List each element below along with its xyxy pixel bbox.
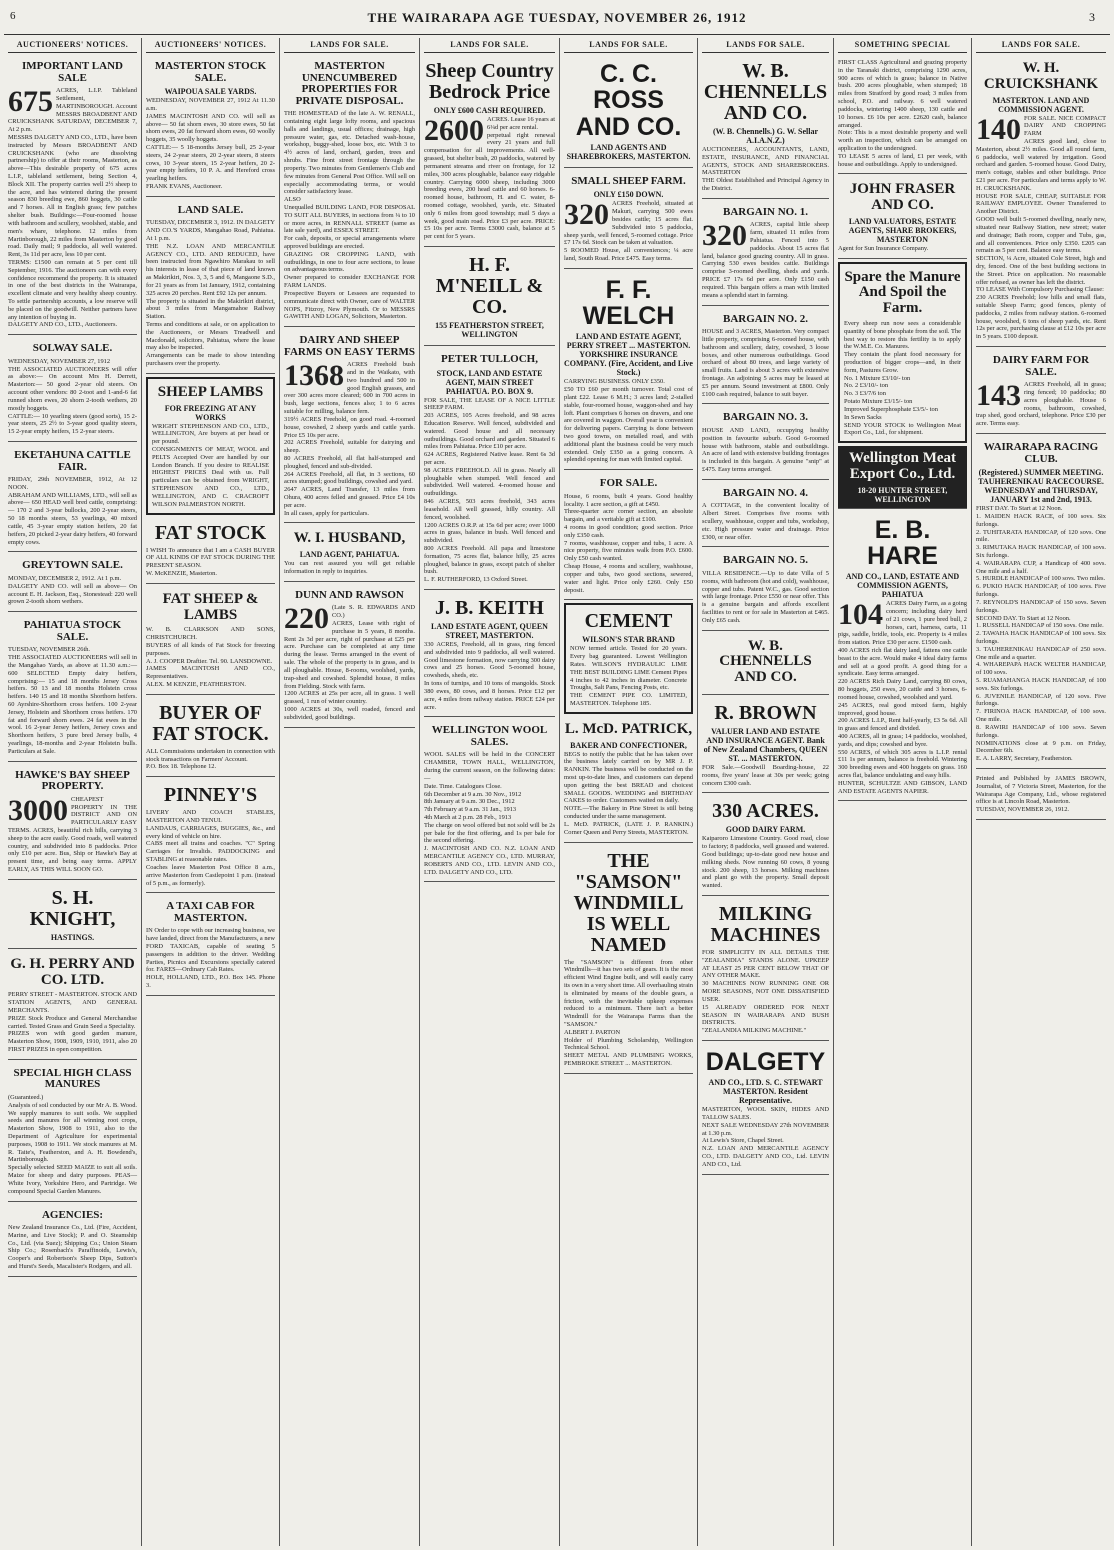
ad-body	[424, 641, 555, 711]
advertisement	[702, 550, 829, 630]
ad-title: SPECIAL HIGH CLASS MANURES	[13, 1066, 132, 1091]
ad-body-text: WEDNESDAY, NOVEMBER 27, 1912 At 11.30 a.m. JAMES MACINTOSH AND CO. will sell as above— 50 fat shorn ewes, 30 store ewes, 50 fat shorn ewes, 20 fat forward shorn ewes, 60 woolly hoggets, 35 woolly hoggets. CATTLE:— 5 18-months Jersey bull, 25 2-year steers, 24 2-year steers, 20 2-year steers, 8 steers cows, 10 3-year steers, 15 2-year heifers, 20 2-year empty heifers, 10 P. A. and Hereford cross yearling heifers. FRANK EVANS, Auctioneer.	[146, 97, 275, 191]
ad-body-text: PERRY STREET - MASTERTON. STOCK AND STATION AGENTS, AND GENERAL MERCHANTS. PRIZE Stock Produce and General Merchandise carried. Tested Grass and Grain Seed a Speciality. PRIZES won with good garden manure, Masterton Show, 1908, 1909, 1910, 1911, also 20 FIRST PRIZES in open competition.	[8, 991, 137, 1054]
ad-body	[702, 1106, 829, 1169]
ad-title: BUYER OF FAT STOCK.	[152, 701, 269, 745]
ad-body	[146, 927, 275, 990]
ad-body-text: CHEAPEST PROPERTY IN THE DISTRICT AND ON PARTICULARLY EASY TERMS. ACRES, beautiful rich hills, carrying 3 sheep to the acre easily. Good roads, well watered country, and subdivided into 8 paddocks. Price only £10 per acre. Bus, Ship or Hawke's Bay at present time, and being easy terms. APPLY EARLY, AS THIS WILL SOON GO.	[8, 795, 137, 874]
advertisement	[146, 377, 275, 515]
ad-subtitle: (W. B. Chennells.) G. W. Sellar A.I.A.N.Z.)	[712, 127, 819, 145]
page-number-right: 3	[1089, 10, 1096, 24]
ad-subtitle: GOOD DAIRY FARM.	[725, 825, 806, 835]
ad-subtitle: WAIPOUA SALE YARDS.	[164, 87, 257, 97]
ad-body	[146, 809, 275, 887]
ad-subtitle: 18-20 HUNTER STREET, WELLINGTON	[857, 485, 948, 504]
ad-title: PAHIATUA STOCK SALE.	[23, 619, 122, 643]
ad-title: DALGETY	[705, 1047, 826, 1076]
ad-large-numeral: 320	[564, 198, 609, 232]
ad-subtitle: 155 FEATHERSTON STREET, WELLINGTON	[435, 321, 544, 339]
ad-title: Spare the Manure And Spoil the Farm.	[844, 268, 961, 317]
advertisement	[8, 1205, 137, 1277]
ad-body-text: HOUSE and 3 ACRES, Masterton. Very compact little property, comprising 6-roomed house, with bathroom and scullery, dairy, cowshed, 3 loose boxes, and other numerous outbuildings. Good orchard of about 80 trees, and large variety of small fruits. Land is about 3 acres with extensive frontage. An adjoining 5 acres may be leased at £5 per annum. Sound investment at £800. Only £100 cash required, balance to suit buyer.	[702, 328, 829, 398]
newspaper-title: THE WAIRARAPA AGE TUESDAY, NOVEMBER 26, 1912	[367, 10, 747, 25]
ad-body-text: I WISH To announce that I am a CASH BUYER OF ALL KINDS OF FAT STOCK DURING THE PRESENT SEASON. W. McKENZIE, Masterton.	[146, 546, 275, 577]
ad-large-numeral: 1368	[284, 359, 344, 393]
advertisement	[702, 483, 829, 548]
ad-title: DAIRY AND SHEEP FARMS ON EASY TERMS	[284, 334, 415, 358]
ad-body	[564, 200, 693, 263]
ad-title: FAT STOCK	[154, 521, 267, 544]
ad-title: DUNN AND RAWSON	[295, 588, 404, 601]
advertisement	[702, 1044, 829, 1175]
ad-body-text: WRIGHT STEPHENSON AND CO., LTD., WELLINGTON, Are buyers at per head or per pound. CONSIGNMENTS OF MEAT, WOOL and PELTS Accepted Over are handled by our London Branch. If you desire to REALISE HIGHEST PRICES Deal with us. Full particulars can be obtained from WRIGHT, STEPHENSON AND CO., LTD., WELLINGTON, AND C. CRACROFT WILSON PALMERSTON NORTH.	[152, 422, 269, 508]
ad-subtitle: AND CO., LAND, ESTATE AND COMMISSION AGENTS, PAHIATUA	[845, 572, 960, 600]
ad-subtitle: (Registered.) SUMMER MEETING. TAUHERENIKAU RACECOURSE. WEDNESDAY and THURSDAY, JANUARY 1st and 2nd, 1913.	[978, 468, 1104, 505]
column-heading: LANDS FOR SALE.	[702, 38, 829, 53]
ad-body-text: 330 ACRES, Freehold, all in grass, ring fenced and subdivided into 9 paddocks, all well watered. Good limestone formation, now carrying 300 dairy cows and 25 horses. Good 5-roomed house, cowsheds, sheds, etc. In tons of turnips, and 10 tons of mangolds. Stock 380 ewes, 80 cows, and 8 horses. Price £12 per acre, 4 miles from railway station. PRICE £24 per acre.	[424, 641, 555, 711]
advertisement	[702, 899, 829, 1041]
ad-title: WAIRARAPA RACING CLUB.	[983, 441, 1099, 465]
advertisement	[284, 585, 415, 728]
column-area	[4, 38, 1110, 1546]
advertisement	[8, 1063, 137, 1202]
ad-title: MASTERTON UNENCUMBERED PROPERTIES FOR PRIVATE DISPOSAL.	[295, 60, 404, 107]
ad-body	[570, 645, 687, 708]
ad-subtitle: LAND ESTATE AGENT, QUEEN STREET, MASTERTON.	[431, 622, 548, 641]
ad-body-text: ACRES, L.I.P. Tableland Settlement, MARTINBOROUGH. Account MESSRS BROADBENT AND CRUICKSHANK SATURDAY, DECEMBER 7, At 2 p.m. MESSRS DALGETY AND CO., LTD., have been instructed by Messrs BROADBENT AND CRUICKSHANK (who are dissolving partnership) to offer at their rooms, Masterton, as above—This desirable property of 675 acres L.I.P., tableland settlement, being Section 4, Block XII. The property carries well 2½ sheep to the acre, and has wintered during the present season 830 breeding ewe, 860 hoggets, 30 cattle and 7 horses. All in English grass; few patches shelter bush. Buildings:—Four-roomed house with bathroom and scullery, woolshed, stable, and men's whare, telephone. 12 miles from Martinborough, 22 miles from Masterton by good road. Daily mail; 9 paddocks, all well watered. Rent, 3s 11d per acre, less 10 per cent. TERMS: £1500 can remain at 5 per cent till September, 1916. The auctioneers can with every confidence recommend the property. It is situated in one of the best districts in the Wairarapa, excellent climate and very healthy sheep country. To settle partnership accounts, a low reserve will be placed on the goodwill. Neither partners have any intention of buying in. DALGETY AND CO., LTD., Auctioneers.	[8, 87, 137, 329]
ad-body-text: NOW termed article. Tested for 20 years. Every bag guaranteed. Lowest Wellington Rates. WILSON'S HYDRAULIC LIME THE BEST BUILDING LIME Cement Pipes 4 inches to 42 inches in diameter. Concrete Troughs, Salt Pans, Fencing Posts, etc. THE CEMENT PIPE CO. LIMITED, MASTERTON. Telephone 185.	[570, 645, 687, 708]
ad-body	[702, 146, 829, 193]
column-3	[280, 38, 420, 1546]
ad-title: BARGAIN NO. 5.	[723, 554, 808, 567]
ad-title: FAT SHEEP & LAMBS	[162, 590, 259, 623]
ad-body-text: W. B. CLARKSON AND SONS, CHRISTCHURCH. BUYERS of all kinds of Fat Stock for freezing purposes. A. J. COOPER Draftier. Tel. 90. LANSDOWNE. JAMES MACINTOSH AND CO., Representatives. ALEX. M KENZIE, FEATHERSTON.	[146, 626, 275, 688]
advertisement	[146, 56, 275, 197]
advertisement	[284, 330, 415, 523]
ad-body	[8, 1094, 137, 1196]
ad-body	[564, 378, 693, 464]
ad-large-numeral: 320	[702, 219, 747, 253]
ad-title: CEMENT	[584, 610, 673, 633]
ad-body	[702, 764, 829, 787]
advertisement	[564, 603, 693, 714]
ad-body	[976, 775, 1106, 814]
ad-title: R. BROWN	[714, 701, 817, 724]
ad-body-text: MASTERTON, WOOL SKIN, HIDES AND TALLOW SALES. NEXT SALE WEDNESDAY 27th NOVEMBER at 1.30 p.m. At Lewis's Store, Chapel Street. N.Z. LOAN AND MERCANTILE AGENCY CO., LTD. DALGETY AND CO., Ltd. LEVIN AND CO., Ltd.	[702, 1106, 829, 1168]
ad-body	[838, 245, 967, 253]
column-4	[420, 38, 560, 1546]
advertisement	[838, 56, 967, 174]
ad-title: Sheep Country Bedrock Price	[425, 60, 554, 103]
ad-body	[146, 219, 275, 367]
ad-subtitle: AND CO., LTD. S. C. STEWART MASTERTON. Resident Representative.	[708, 1078, 823, 1106]
ad-title: SOLWAY SALE.	[32, 342, 113, 355]
ad-body-text: FOR SALE, THE LEASE OF A NICE LITTLE SHEEP FARM. 203 ACRES, 105 Acres freehold, and 98 acres Education Reserve. Well fenced, subdivided and watered. Good house and all necessary outbuildings. Good orchard and garden. Situated 6 miles from Pahiatua. Price £10 per acre. 624 ACRES, Registered Native lease. Rent 6s 3d per acre. 98 ACRES FREEHOLD. All in grass. Nearly all ploughable when stumped. Well fenced and subdivided. Well watered. 4-roomed house and outbuildings. 846 ACRES, 503 acres freehold, 343 acres leasehold. All well grassed, hilly country. All fenced, woolshed. 1200 ACRES O.R.P. at 15s 6d per acre; over 1000 acres in grass, balance in bush. Well fenced and subdivided. 800 ACRES Freehold. All papa and limestone formation, 75 acres flat, balance hilly, 25 acres ploughed, balance in grass, except patch of shelter bush. L. F. RUTHERFORD, 13 Oxford Street.	[424, 396, 555, 584]
ad-body	[152, 423, 269, 509]
ad-body-text: A COTTAGE, in the convenient locality of Albert Street. Comprises five rooms with scullery, washhouse, copper and tubs, workshop, etc. High pressure water and drainage. Price £300, or near offer.	[702, 502, 829, 541]
ad-title: DAIRY FARM FOR SALE.	[992, 354, 1090, 378]
column-6	[698, 38, 834, 1546]
ad-large-numeral: 675	[8, 85, 53, 119]
column-heading: AUCTIONEERS' NOTICES.	[146, 38, 275, 53]
ad-body	[146, 547, 275, 578]
ad-large-numeral: 104	[838, 598, 883, 632]
advertisement	[702, 796, 829, 896]
ad-body	[8, 1224, 137, 1271]
ad-body	[8, 793, 137, 874]
ad-title: THE "SAMSON" WINDMILL IS WELL NAMED	[573, 849, 684, 956]
ad-title: L. McD. PATRICK,	[564, 720, 693, 737]
ad-body-text: TUESDAY, DECEMBER 3, 1912. IN DALGETY AND CO.'S YARDS, Mangahao Road, Pahiatua. At 1 p.m. THE N.Z. LOAN AND MERCANTILE AGENCY CO., LTD. AND REDUCED, have been instructed from Ngawhiro Marakau to sell his interests in lease of that piece of land known as Makirikiri, Nos. 3, 3, 5 and 6, Mangaone S.D., for 21 years as from 1st January, 1912, containing 325 acres 20 perches. Rent £92 12s per annum. The property is situated in the Makirikiri district, about 3 miles from Mangamahoe Railway Station. Terms and conditions at sale, or on application to the Auctioneers, or Messrs Treadwell and Macdonald, solicitors, Pahiatua, where the lease may also be inspected. Arrangements can be made to show intending purchasers over the property.	[146, 219, 275, 368]
ad-title: F. F. WELCH	[582, 275, 675, 331]
ad-subtitle: VALUER LAND AND ESTATE AND INSURANCE AGENT. Bank of New Zealand Chambers, QUEEN ST. ... MASTERTON.	[703, 726, 828, 763]
ad-subtitle: MASTERTON. LAND AND COMMISSION AGENT.	[992, 95, 1090, 114]
advertisement	[8, 338, 137, 442]
ad-body	[702, 328, 829, 398]
ad-body-text: VILLA RESIDENCE.—Up to date Villa of 5 rooms, with bathroom (hot and cold), washhouse, copper and tubs. Patent W.C., gas. Good section with large frontage. Price £550 or near offer. This is a genuine bargain and affords excellent facilities to rent or for sale in Masterton at £465. Only £65 cash.	[702, 569, 829, 624]
ad-title: LAND SALE.	[177, 203, 244, 216]
ad-body-text: MONDAY, DECEMBER 2, 1912. At 1 p.m. DALGETY AND CO. will sell as above— On account E. H. Jackson, Esq., Stonestead: 220 well grown 2-tooth shorn wethers.	[8, 574, 137, 606]
ad-title: SHEEP LAMBS	[157, 383, 264, 400]
ad-large-numeral: 2600	[424, 114, 484, 147]
ad-subtitle: WILSON'S STAR BRAND	[582, 635, 675, 645]
ad-large-numeral: 3000	[8, 793, 68, 827]
ad-body	[702, 502, 829, 541]
ad-body-text: The "SAMSON" is different from other Windmills—it has two sets of gears. It is the most efficient Wind Engine built, and will easily carry its own in a very short time. All overhauling strain is eliminated by means of the double gears, a friction, with the inevitable upkeep expenses reduced to a minimum. There isn't a better Windmill for the Wairarapa Farms than the "SAMSON." ALBERT J. PARTON Holder of Plumbing Scholarship, Wellington Technical School. SHEET METAL AND PLUMBING WORKS, PEMBROKE STREET ... MASTERTON.	[564, 958, 693, 1068]
advertisement	[838, 446, 967, 509]
ad-subtitle: HASTINGS.	[50, 932, 95, 942]
advertisement	[424, 720, 555, 882]
advertisement	[146, 780, 275, 893]
ad-body	[8, 991, 137, 1054]
advertisement	[564, 717, 693, 843]
ad-title: BARGAIN NO. 4.	[723, 486, 808, 499]
column-heading: AUCTIONEERS' NOTICES.	[8, 38, 137, 53]
ad-body	[284, 361, 415, 517]
ad-body	[838, 59, 967, 168]
ad-title: SMALL SHEEP FARM.	[571, 174, 686, 187]
ad-body-text: New Zealand Insurance Co., Ltd. (Fire, Accident, Marine, and Live Stock); P. and O. Steamship Co., Ltd. (via Suez); Shipping Co.; Union Steam Ship Co.; Rosenbach's Paraffinoids, Lewis's, Cooper's and Robertson's Sheep Dips, Sutton's and Hurst's Seeds, Macalister's Rodgers, and all.	[8, 1224, 137, 1271]
advertisement	[564, 171, 693, 269]
ad-body-text: ACRES, capital little sheep farm, situated 11 miles from Pahiatua. Fenced into 5 paddocks. About 15 acres flat land, balance good grazing country. All in grass. Carrying 530 ewes besides cattle. Buildings comprise 3-roomed dwelling, sheds and yards. PRICE £7 17s 6d per acre. Only £150 cash required. This bargain offers a man with limited means a splendid start in farming.	[702, 221, 829, 299]
ad-body	[976, 505, 1106, 763]
advertisement	[564, 473, 693, 600]
ad-title: BARGAIN NO. 3.	[723, 411, 808, 424]
advertisement	[702, 56, 829, 199]
ad-subtitle: LAND VALUATORS, ESTATE AGENTS, SHARE BROKERS, MASTERTON	[848, 216, 957, 244]
ad-body	[702, 949, 829, 1035]
ad-body-text: FOR SIMPLICITY IN ALL DETAILS THE "ZEALANDIA" STANDS ALONE. UPKEEP AT LEAST 25 PER CENT BELOW THAT OF ANY OTHER MAKE. 30 MACHINES NOW RUNNING ONE OR MORE SEASONS, NOT ONE DISSATISFIED USER. 15 ALREADY ORDERED FOR NEXT SEASON IN WAIRARAPA AND BUSH DISTRICTS. "ZEALANDIA MILKING MACHINE."	[702, 949, 829, 1035]
advertisement	[8, 883, 137, 949]
ad-body-text: ACRES Freehold, situated at Makuri, carrying 500 ewes besides cattle; 15 acres flat. Subdivided into 5 paddocks, sheep yards, well fenced, 5-roomed cottage. Price £7 17s 6d. Stock can be taken at valuation. 5 ROOMED House, all conveniences; ¼ acre land, South Road. Price £475. Easy terms.	[564, 200, 693, 262]
advertisement	[8, 952, 137, 1060]
advertisement	[702, 309, 829, 405]
ad-large-numeral: 220	[284, 602, 329, 636]
ad-body-text: FIRST DAY. To Start at 12 Noon. 1. MAIDEN HACK RACE, of 100 sovs. Six furlongs. 2. TUHITARATA HANDICAP, of 120 sovs. One mile. 3. RIMUTAKA HACK HANDICAP, of 100 sovs. Six furlongs. 4. WAIRARAPA CUP, a Handicap of 400 sovs. One mile and a half. 5. HURDLE HANDICAP of 100 sovs. Two miles. 6. PUKIO HACK HANDICAP, of 100 sovs. Five furlongs. 7. REYNOLD'S HANDICAP of 150 sovs. Seven furlongs. SECOND DAY. To Start at 12 Noon. 1. RUSSELL HANDICAP of 150 sovs. One mile. 2. TAWAHA HACK HANDICAP of 100 sovs. Six furlongs. 3. TAUHERENIKAU HANDICAP of 250 sovs. One mile and a quarter. 4. WHAREPAPA HACK WELTER HANDICAP, of 100 sovs. 5. RUAMAHANGA HACK HANDICAP, of 100 sovs. Six furlongs. 6. JUVENILE HANDICAP, of 120 sovs. Five furlongs. 7. FIRINOA HACK HANDICAP, of 100 sovs. One mile. 8. RAWIRI HANDICAP of 100 sovs. Seven furlongs. NOMINATIONS close at 9 p.m. on Friday, December 6th. E. A. LARRY, Secretary, Featherston.	[976, 505, 1106, 763]
ad-body-text: (Late S. R. EDWARDS AND CO.) ACRES, Lease with right of purchase in 5 years, 8 months. Rent 2s 3d per acre, right of purchase at £25 per acre. Purchase can be completed at any time during the lease. Terms arranged in the event of sale. The whole of the property is in grass, and is all ploughable. House, 8-rooms, woolshed, yards, trap-shed and cowshed. Splendid house, 8 miles from Fielding. Stock with farm. 1200 ACRES at 25s per acre, all in grass. 1 well grassed, 1 run of winter country. 1000 ACRES at 30s, well roaded, fenced and subdivided, good buildings.	[284, 604, 415, 721]
ad-title: EKETAHUNA CATTLE FAIR.	[14, 448, 131, 473]
ad-subtitle: BAKER AND CONFECTIONER,	[570, 740, 687, 750]
ad-title: W. B. CHENNELLS AND CO.	[719, 637, 812, 686]
ad-body-text: CARRYING BUSINESS. ONLY £350. £50 TO £60 per month turnover. Total cost of plant £22. Lease 6 M.H.; 3 acres land; 2-stalled stable, four-roomed house, waggon-shed and hay loft. Plant comprises 6 horses on dravers, and one are covered in waggon. Overall year is convenient for delivering papers. Carrying is done between two good towns, on metalled road, and with additional plant the business could be very much extended. Only £350 as a going concern. A splendid opening for man with limited capital.	[564, 378, 693, 464]
advertisement	[424, 349, 555, 590]
ad-body	[976, 112, 1106, 342]
ad-title: H. F. M'NEILL & CO.	[435, 254, 544, 318]
ad-body-text: You can rest assured you will get reliable information in reply to inquiries.	[284, 560, 415, 576]
ad-title: A TAXI CAB FOR MASTERTON.	[166, 900, 255, 924]
advertisement	[146, 896, 275, 996]
advertisement	[146, 587, 275, 695]
ad-body	[702, 570, 829, 625]
ad-body	[702, 835, 829, 890]
ad-body-text: THE HOMESTEAD of the late A. W. RENALL, containing eight large lofty rooms, and spacious halls and landings, usual offices; drainage, high pressure water, gas, etc. Detached wash-house, workshop, buggy-shed, loose box, etc. With 3 to 4½ acres of land, orchard, garden, trees and shrubs. Fine front street frontage through the property. Two minutes from Gentlemen's Club and few minutes from General Post Office. Will sell on especially accommodating terms, or would consider satisfactory lease. ALSO Unequalled BUILDING LAND, FOR DISPOSAL TO SUIT ALL BUYERS, in sections from ¼ to 10 or more acres, in RENNALL STREET (same as late sale yard), and ESSEX STREET. For cash, deposits, or special arrangements where approved buildings are erected. GRAZING OR CROPPING LAND, with outbuildings, in one to four acre sections, to lease on advantageous terms. Owner prepared to consider EXCHANGE FOR FARM LANDS. Prospective Buyers or Lessees are requested to communicate direct with Owner, care of WALTER NOPS, Fitzroy, New Plymouth. Or to MESSRS GAWITH AND LOGAN, Solicitors, Masterton.	[284, 110, 415, 321]
ad-body	[564, 493, 693, 595]
ad-title: WELLINGTON WOOL SALES.	[431, 724, 548, 748]
advertisement	[564, 56, 693, 168]
ad-body	[844, 320, 961, 437]
ad-body	[8, 646, 137, 755]
advertisement	[976, 772, 1106, 820]
advertisement	[424, 593, 555, 717]
ad-body	[702, 427, 829, 474]
ad-body-text: TUESDAY, NOVEMBER 26th. THE ASSOCIATED AUCTIONEERS will sell in the Mangahao Yards, as above at 11.30 a.m.:— 600 SELECTED Empty dairy heifers, comprising:— 15 and 18 months Jersey Cross heifers. 50 13 and 18 months Holstein cross heifers. 140 15 and 18 months Shorthorn heifers. 60 Ayrshire-Shorthorn cross heifers. 100 2-year Jersey, Holstein and Shorthorn cross heifers. 170 fat and forward shorn ewes. 24 fat ewes in the wool. 16 2-year Jersey heifers, Jersey cows and Shorthorn heifers, 3 pure bred Jersey bulls, 4 yearlings, 18-months and 2-year Holstein bulls. Particulars at Sale.	[8, 646, 137, 755]
ad-title: AGENCIES:	[41, 1208, 104, 1221]
column-8	[972, 38, 1110, 1546]
ad-subtitle: ONLY £150 DOWN.	[593, 190, 664, 200]
ad-title: HAWKE'S BAY SHEEP PROPERTY.	[15, 768, 130, 793]
ad-body-text: ACRES Freehold, all in grass; ring fenced; 10 paddocks; 80 acres ploughable. House 6 rooms, bathroom, cowshed, trap shed, good orchard, telephone. Price £30 per acre. Terms easy.	[976, 381, 1106, 428]
ad-body-text: FIRST CLASS Agricultural and grazing property in the Taranaki district, comprising 1290 acres, 900 acres of which is grass; balance in Native bush. 200 acres ploughable, when stumped; 18 miles from Stratford by good road; 3 miles from school, P.O. and railway. 6 well watered paddocks, wintering 1400 sheep, 130 cattle and 10 horses. £6 10s per acre. £2620 cash, balance arranged. Note: This is a most desirable property and well worth an inspection, which can be arranged on application to the undersigned. TO LEASE 5 acres of land, £1 per week, with house and outbuildings. Apply to undersigned.	[838, 59, 967, 168]
ad-large-numeral: 140	[976, 112, 1021, 146]
ad-body	[146, 626, 275, 689]
advertisement	[976, 350, 1106, 434]
ad-body-text: HOUSE AND LAND, occupying healthy position in favourite suburb. Good 6-roomed house with bathroom, stable and outbuildings. An acre of land with extensive building frontages is included in this bargain. A genuine "snip" at £475. Easy terms arranged.	[702, 426, 829, 474]
advertisement	[424, 250, 555, 346]
ad-title: IMPORTANT LAND SALE	[22, 60, 123, 84]
ad-body	[146, 97, 275, 191]
ad-title: Wellington Meat Export Co., Ltd.	[848, 450, 957, 482]
advertisement	[564, 272, 693, 470]
ad-title: GREYTOWN SALE.	[22, 559, 123, 572]
ad-title: C. C. ROSS AND CO.	[575, 60, 682, 141]
ad-body	[564, 751, 693, 837]
ad-body-text: LIVERY AND COACH STABLES, MASTERTON AND TENUI. LANDAUS, CARRIAGES, BUGGIES, &c., and every kind of vehicle on hire. CABS meet all trains and coaches. "C" Spring Carriages for Invalids. PADDOCKING and STABLING at reasonable rates. Coaches leave Masterton Post Office 8 a.m., arrive Masterton from Castlepoint 1 p.m. (instead of 5 p.m., as formerly).	[146, 809, 275, 887]
ad-title: W. B. CHENNELLS AND CO.	[703, 60, 828, 124]
ad-body-text: House, 6 rooms, built 4 years. Good healthy locality. 1 acre section, a gift at £450. Three-quarter acre corner section, an absolute bargain, and a veritable gift at £100. 4 rooms in good condition; good section. Price only £350 cash. 7 rooms, washhouse, copper and tubs, 1 acre. A nice property, five minutes walk from P.O. £600. Only £50 cash wanted. Cheap House, 4 rooms and scullery, washhouse, copper and tubs, two good sections, sewered, water and light. Price only £260. Only £50 deposit.	[564, 492, 693, 594]
ad-title: PETER TULLOCH,	[441, 353, 538, 365]
ad-title: E. B. HARE	[867, 515, 938, 570]
ad-title: FOR SALE.	[599, 477, 658, 490]
masthead-rule	[4, 34, 1110, 35]
ad-subtitle: LAND AGENT, PAHIATUA.	[299, 550, 400, 560]
advertisement	[146, 518, 275, 584]
advertisement	[838, 177, 967, 258]
column-heading: LANDS FOR SALE.	[424, 38, 555, 53]
ad-title: W. H. CRUICKSHANK	[983, 60, 1099, 92]
advertisement	[8, 56, 137, 335]
ad-subtitle: LAND AGENTS AND SHAREBROKERS, MASTERTON.	[566, 142, 691, 161]
ad-body-text: AUCTIONEERS, ACCOUNTANTS, LAND, ESTATE, INSURANCE, AND FINANCIAL AGENTS, STOCK AND SHAREBROKERS. MASTERTON THE Oldest Established and Principal Agency in the District.	[702, 146, 829, 193]
ad-body	[702, 221, 829, 299]
ad-body	[284, 604, 415, 721]
advertisement	[8, 555, 137, 612]
ad-title: JOHN FRASER AND CO.	[849, 181, 956, 214]
ad-subtitle: STOCK, LAND AND ESTATE AGENT, MAIN STREET PAHIATUA. P.O. BOX 9.	[436, 368, 543, 396]
ad-body-text: WEDNESDAY, NOVEMBER 27, 1912 THE ASSOCIATED AUCTIONEERS will offer as above:— On account Mrs H. Derrett, Masterton:— 50 good 2-year old steers. On account other vendors: 80 2-toot and 1-and-6 fat runned shorn ewes, 20 shorn 2-tooth wethers, 20 mostly hoggets. CATTLE:— 10 yearling steers (good sorts), 15 2-year steers, 25 2½ to 3-year good quality steers, 15 2-year empty heifers, 15 2-year steers.	[8, 357, 137, 436]
ad-subtitle: FOR FREEZING AT ANY WORKS	[164, 403, 257, 422]
ad-body-text: FOR SALE. NICE COMPACT DAIRY AND CROPPING FARM ACRES good land, close to Masterton, about 2½ miles. Good all round farm, 6 paddocks, well watered by irrigation. Good orchard and garden. 5-roomed house. Good Dairy, men's cottage, stables and other buildings. Price £21 per acre. For particulars and terms apply to W. H. CRUICKSHANK. HOUSE FOR SALE, CHEAP, SUITABLE FOR RAILWAY EMPLOYEE. Owner Transferred to Another District. GOOD well built 5-roomed dwelling, nearly new, situated near Railway Station, new street; water and drainage; Bath room, copper and Tubs, gas, and all conveniences. Price only £350. £205 can remain as 5 per cent. Balance easy terms. SECTION, ¼ Acre, situated Cole Street, high and dry, fenced. One of the best building sections in the Street. Price on application. No reasonable offer refused, as owner has left the district. TO LEASE With Compulsory Purchasing Clause: 230 ACRES Freehold; low hills and small flats, suitable Sheep Farm; good fences, plenty of paddocks, 2 miles from railway station. 6-roomed house, woolshed, 6 tons of sheep yards, etc. Rent 12s per acre, purchasing clause at £12 10s per acre in 5 years. £100 deposit.	[976, 114, 1106, 341]
ad-body-text: FOR Sale.—Goodwill Boarding-house, 22 rooms, five years' lease at 30s per week; going concern £300 cash.	[702, 763, 829, 787]
advertisement	[284, 526, 415, 581]
advertisement	[146, 698, 275, 777]
ad-title: PINNEY'S	[163, 784, 258, 807]
column-7	[834, 38, 972, 1546]
ad-body	[424, 116, 555, 241]
ad-body	[8, 358, 137, 436]
ad-title: MILKING MACHINES	[710, 903, 821, 947]
advertisement	[976, 56, 1106, 347]
advertisement	[702, 698, 829, 793]
advertisement	[424, 56, 555, 247]
advertisement	[702, 202, 829, 306]
column-1	[4, 38, 142, 1546]
ad-body-text: BEGS to notify the public that he has taken over the business lately carried on by MR J. P. RANKIN. The business will be conducted on the most up-to-date lines, and customers can depend upon getting the best BREAD and choicest SMALL GOODS. WEDDING and BIRTHDAY CAKES to order. Customers waited on daily. NOTE.—The Bakery in Pine Street is still being conducted under the same management. L. McD. PATRICK, (LATE J. P. RANKIN.) Corner Queen and Perry Streets, MASTERTON.	[564, 750, 693, 836]
advertisement	[284, 56, 415, 327]
ad-body	[284, 110, 415, 321]
ad-title: S. H. KNIGHT,	[29, 886, 116, 930]
advertisement	[838, 262, 967, 443]
ad-subtitle: LAND AND ESTATE AGENT, PERRY STREET ... MASTERTON. YORKSHIRE INSURANCE COMPANY. (Fire, Accident, and Live Stock.)	[564, 332, 693, 378]
ad-body	[564, 959, 693, 1068]
ad-body-text: Agent for Sun Insurance Company.	[838, 244, 929, 252]
advertisement	[8, 445, 137, 552]
ad-large-numeral: 143	[976, 379, 1021, 413]
ad-body-text: Printed and Published by JAMES BROWN, Journalist, of 7 Victoria Street, Masterton, for the Wairarapa Age Company, Ltd., whose registered office is at Lincoln Road, Masterton. TUESDAY, NOVEMBER 26, 1912.	[976, 774, 1106, 814]
column-heading: SOMETHING SPECIAL	[838, 38, 967, 53]
page-number-left: 6	[10, 10, 17, 22]
advertisement	[702, 407, 829, 479]
column-heading: LANDS FOR SALE.	[976, 38, 1106, 53]
ad-title: G. H. PERRY AND CO. LTD.	[10, 955, 135, 988]
ad-body	[976, 381, 1106, 428]
column-5	[560, 38, 698, 1546]
ad-body-text: FRIDAY, 29th NOVEMBER, 1912, At 12 NOON. ABRAHAM AND WILLIAMS, LTD., will sell as above— 650 HEAD well bred cattle, comprising:— 170 2 and 3-year bullocks, 200 2-year steers, 50 18 months steers, 53 yearlings, 40 mixed cattle, 45 3-year empty station heifers, 20 fat heifers, 20 picked 2-year dairy heifers, 40 forward empty cows.	[8, 476, 137, 546]
ad-body-text: Kaiparoro Limestone Country. Good road, close to factory; 8 paddocks, well grassed and watered. Good buildings; up-to-date good new house and milking sheds. Now running 60 cows, 8 young stock. 200 sheep, 13 horses. Milking machines and plant go with the property. Small deposit wanted.	[702, 835, 829, 890]
advertisement	[976, 437, 1106, 769]
ad-body-text: ACRES. Lease 16 years at 6¼d per acre rental. perpetual right renewal every 21 years and full compensation for all improvements. All well-grassed, but shelter bush, 20 paddocks, watered by permanent streams and river on frontage, for 12 miles, 300 acres ploughable, balance easy ridgable country. Carrying 6000 sheep, including 3000 breeding ewes, 200 head cattle and 60 horses. 6-roomed house, bathroom, H. and C. water, 8-roomed cottage, woolshed, yards, etc. Situated only 6 miles from good township; mail 5 days a week, good main road. Price £3 per acre. PRICE: £5 10s per acre. Terms £3000 cash, balance at 5 per cent for 5 years.	[424, 116, 555, 241]
ad-title: BARGAIN NO. 2.	[723, 312, 808, 325]
ad-body	[146, 748, 275, 771]
ad-body-text: ALL Commissions undertaken in connection with stock transactions on Farmers' Account. P.O. Box 18. Telephone 12.	[146, 747, 275, 771]
ad-subtitle: ONLY £600 CASH REQUIRED.	[433, 106, 546, 115]
ad-title: MASTERTON STOCK SALE.	[154, 60, 267, 84]
ad-body	[8, 476, 137, 546]
advertisement	[702, 634, 829, 695]
ad-title: BARGAIN NO. 1.	[723, 205, 808, 218]
column-heading: LANDS FOR SALE.	[564, 38, 693, 53]
ad-body	[424, 751, 555, 876]
ad-body-text: WOOL SALES will be held in the CONCERT CHAMBER, TOWN HALL, WELLINGTON, during the current season, on the following dates:— Date. Time. Catalogues Close. 6th December at 9 a.m. 30 Nov., 1912 8th January at 9 a.m. 30 Dec., 1912 7th February at 9 a.m. 31 Jan., 1913 4th March at 2 p.m. 28 Feb., 1913 The charge on wool offered but not sold will be 2s per bale for the first offering, and 1s per bale for the second offering. J. MACINTOSH AND CO. N.Z. LOAN AND MERCANTILE AGENCY CO., LTD. MURRAY, ROBERTS AND CO., LTD. LEVIN AND CO., LTD. DALGETY AND CO., LTD.	[424, 751, 555, 876]
advertisement	[8, 615, 137, 761]
ad-body-text: ACRES Dairy Farm, as a going concern; including dairy herd of 21 cows, 1 pure bred bull, 2 horses, cart, harness, carts, 11 pigs, saddle, bridle, tools, etc. Property is 4 miles from station. Price £30 per acre. £1500 cash. 400 ACRES rich flat dairy land, fattens one cattle beast to the acre. Would make 4 ideal dairy farms and sell at a good profit. A good thing for a syndicate. Easy terms arranged. 220 ACRES Rich Dairy Land, carrying 80 cows, 80 hoggets, 250 ewes, 20 cattle and 3 horses, 6-roomed house, cowshed, woolshed and yard. 245 ACRES, real good mixed farm, highly improved, good house. 200 ACRES L.I.P., Rent half-yearly, £3 5s 6d. All in grass and fenced and divided. 400 ACRES, all in grass; 14 paddocks, woolshed, yards, and dips; cowshed and byre. 550 ACRES, of which 305 acres is L.I.P. rental £11 1s per annum, balance is freehold. Wintering 300 breeding ewes and 400 hoggets on grass. 160 acres flat, balance undulating and easy hills. HUNTER, SCHULTZE AND GIBSON, LAND AND ESTATE AGENTS NAPIER.	[838, 600, 967, 795]
ad-body-text: Every sheep run now sees a considerable quantity of bone phosphate from the soil. The best way to restore this fertility is to apply the W.M.E. Co. Manures. They contain the plant food necessary for production of bigger crops—and, in their form, Pastures Grow. No. 1 Mixture £3/10/- ton No. 2 £3/10/- ton No. 3 £3/7/6 ton Potato Mixture £3/15/- ton Improved Superphosphate £3/5/- ton In Sewn Sacks SEND YOUR STOCK to Wellington Meat Export Co., Ltd., for shipment.	[844, 319, 961, 437]
ad-title: W. I. HUSBAND,	[293, 530, 406, 547]
advertisement	[564, 846, 693, 1074]
advertisement	[8, 765, 137, 880]
ad-body	[424, 397, 555, 585]
advertisement	[838, 512, 967, 802]
column-2	[142, 38, 280, 1546]
ad-title: 330 ACRES.	[712, 800, 819, 823]
ad-body-text: IN Order to cope with our increasing business, we have landed, direct from the Manufacturers, a new FORD TAXICAB, capable of seating 5 passengers in addition to the driver. Wedding Parties, Picnics and Excursions specially catered for. FARES—Ordinary Cab Rates. HOLE, HOLLAND, LTD., P.O. Box 145. Phone 3.	[146, 927, 275, 990]
advertisement	[146, 200, 275, 374]
ad-body-text: ACRES Freehold bush and in the Waikato, with two hundred and 500 in good English grasses, and over 300 acres more cleared; 600 in 700 acres in bush, large sections, fences also; 1 to 6 acres suitable for milling, balance fern. 319½ ACRES Freehold, on good road. 4-roomed house, cowshed, 2 sheep yards and cattle yards. Price £5 10s per acre. 202 ACRES Freehold, suitable for dairying and sheep. 80 ACRES Freehold, all flat half-stumped and ploughed, fenced and sub-divided. 264 ACRES Freehold, all flat, in 3 sections, 60 acres stumped; good buildings, cowshed and yard. 2647 ACRES, Land Transfer, 13 miles from Ohura, 400 acres felled and grassed. Price £4 10s per acre. In all cases, apply for particulars.	[284, 361, 415, 517]
ad-body	[838, 600, 967, 795]
ad-body	[284, 560, 415, 576]
ad-title: J. B. KEITH	[435, 597, 544, 620]
ad-body-text: (Guaranteed.) Analysis of soil conducted by our Mr A. B. Wood. We supply manures to suit soils. We supplied seeds and manures for all winning root crops, Masterton Show, 1908 to 1911, also to the Department of Agriculture for experimental purposes, 1908 to 1911. We stock manures at M. R. Taite's, Featherston, and A. H. Bowdend's, Martinborough. Specially selected SEED MAIZE to suit all soils. Maize for sheep and dairy purposes. PEAS—White Ivory, Yorkshire Hero, and Partridge. We compound Special Garden Manures.	[8, 1093, 137, 1195]
column-heading: LANDS FOR SALE.	[284, 38, 415, 53]
ad-body	[8, 87, 137, 329]
ad-body	[8, 575, 137, 606]
